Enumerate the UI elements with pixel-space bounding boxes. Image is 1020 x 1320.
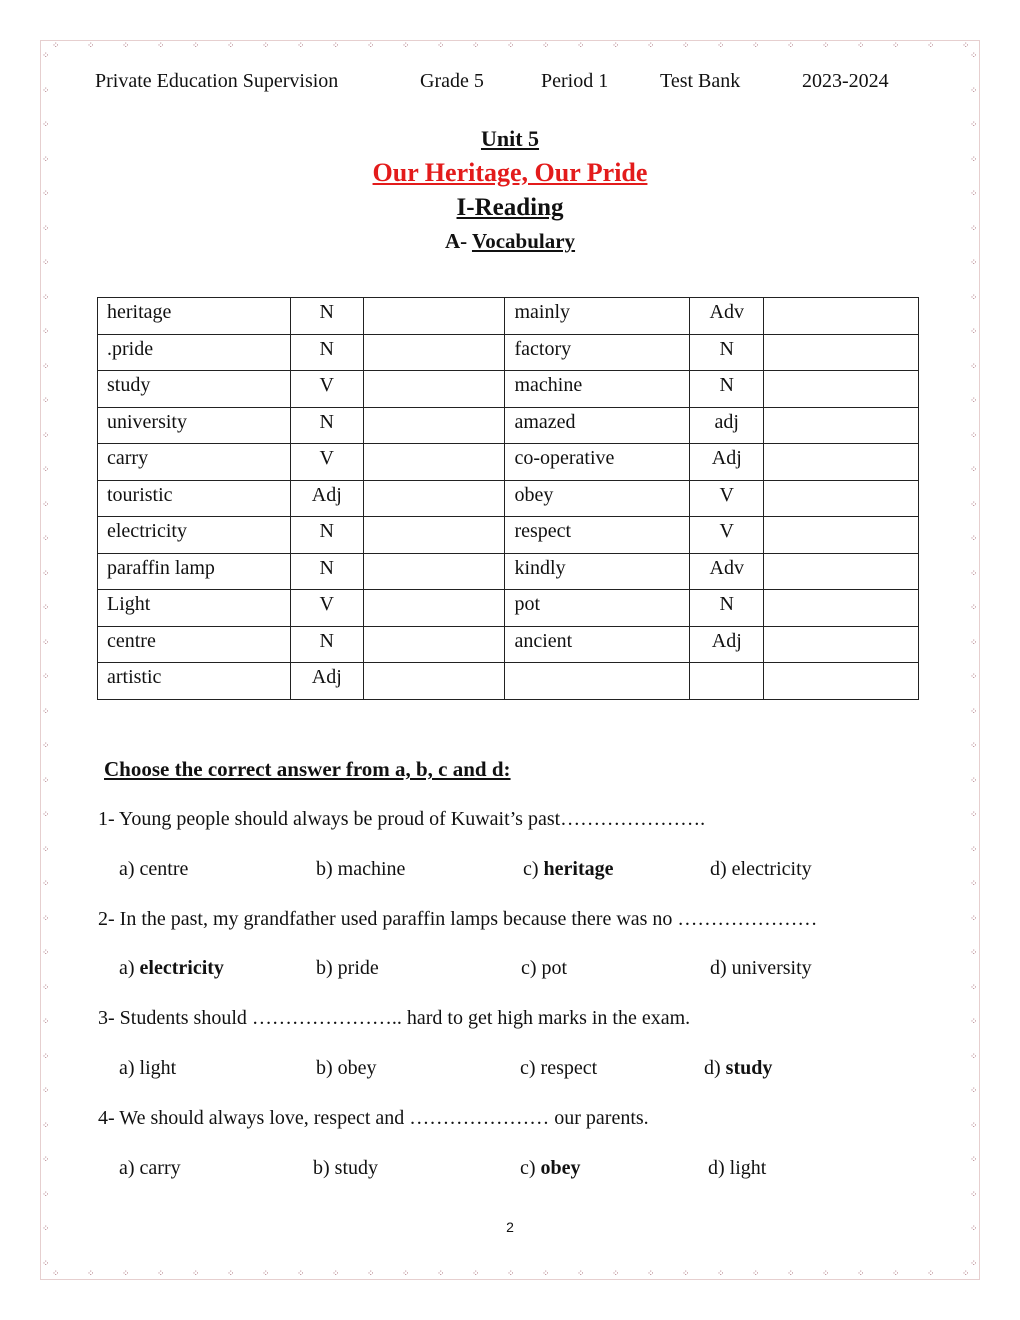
- border-ornament: ⁘: [717, 41, 725, 51]
- border-ornament: ⁘: [970, 810, 978, 820]
- border-ornament: ⁘: [42, 637, 50, 648]
- border-ornament: ⁘: [970, 637, 978, 648]
- border-ornament: ⁘: [122, 41, 130, 51]
- answer-option: [119, 858, 188, 881]
- vocab-word: study: [98, 371, 291, 408]
- option-word: centre: [139, 858, 189, 880]
- vocab-word: .pride: [98, 334, 291, 371]
- correct-answer-word: study: [725, 1057, 773, 1079]
- option-label: d): [710, 858, 732, 880]
- vocab-blank-cell: [363, 590, 505, 627]
- vocab-blank-cell: [363, 444, 505, 481]
- option-label: c): [520, 1157, 541, 1179]
- border-ornament: ⁘: [612, 1269, 620, 1279]
- header-period: Period 1: [541, 70, 609, 92]
- border-ornament: ⁘: [437, 1269, 445, 1279]
- border-ornament: ⁘: [42, 120, 50, 130]
- border-ornament: ⁘: [42, 1224, 50, 1234]
- vocab-part-of-speech: N: [690, 371, 764, 408]
- vocab-part-of-speech: N: [690, 590, 764, 627]
- question-text: 1- Young people should always be proud of Kuwait’s past………………….: [98, 808, 706, 830]
- border-ornament: ⁘: [787, 41, 795, 51]
- vocab-part-of-speech: N: [290, 334, 363, 371]
- correct-answer-word: heritage: [543, 858, 614, 880]
- option-word: carry: [139, 1157, 181, 1179]
- border-ornament: ⁘: [472, 1269, 480, 1279]
- border-ornament: ⁘: [42, 741, 50, 751]
- subsection-prefix: A-: [444, 229, 472, 253]
- option-word: light: [729, 1157, 767, 1179]
- border-ornament: ⁘: [970, 879, 978, 889]
- vocab-blank-cell: [764, 298, 919, 335]
- vocab-word: respect: [505, 517, 690, 554]
- border-ornament: ⁘: [612, 41, 620, 51]
- vocab-word: amazed: [505, 407, 690, 444]
- border-ornament: ⁘: [332, 41, 340, 51]
- option-word: machine: [337, 858, 406, 880]
- border-ornament: ⁘: [970, 327, 978, 337]
- border-ornament: ⁘: [42, 189, 50, 199]
- border-ornament: ⁘: [42, 258, 50, 268]
- border-ornament: ⁘: [822, 1269, 830, 1279]
- border-ornament: ⁘: [970, 85, 978, 96]
- border-ornament: ⁘: [822, 41, 830, 51]
- border-ornament: ⁘: [122, 1269, 130, 1279]
- option-label: c): [520, 1057, 541, 1079]
- border-ornament: ⁘: [367, 1269, 375, 1279]
- border-ornament: ⁘: [787, 1269, 795, 1279]
- border-ornament: ⁘: [42, 844, 50, 855]
- vocab-row: [98, 371, 919, 408]
- border-ornament: ⁘: [962, 41, 970, 51]
- border-ornament: ⁘: [970, 603, 978, 613]
- answer-option: [523, 858, 614, 881]
- answer-option: [316, 858, 405, 881]
- border-ornament: ⁘: [297, 1269, 305, 1279]
- vocab-row: [98, 517, 919, 554]
- vocab-part-of-speech: Adj: [290, 663, 363, 700]
- border-ornament: ⁘: [970, 568, 978, 579]
- border-ornament: ⁘: [87, 1269, 95, 1279]
- option-word: pride: [337, 957, 379, 979]
- border-ornament: ⁘: [970, 465, 978, 475]
- border-ornament: ⁘: [892, 41, 900, 51]
- answer-option: [119, 1157, 181, 1180]
- vocab-row: [98, 407, 919, 444]
- vocab-part-of-speech: Adv: [690, 298, 764, 335]
- border-ornament: ⁘: [927, 1269, 935, 1279]
- vocab-part-of-speech: V: [290, 444, 363, 481]
- border-ornament: ⁘: [52, 41, 60, 51]
- border-ornament: ⁘: [192, 1269, 200, 1279]
- border-ornament: ⁘: [970, 1017, 978, 1027]
- vocab-word: kindly: [505, 553, 690, 590]
- vocab-word: [505, 663, 690, 700]
- vocab-blank-cell: [764, 407, 919, 444]
- answer-option: [708, 1157, 766, 1180]
- option-label: b): [316, 957, 338, 979]
- option-label: b): [316, 1057, 338, 1079]
- border-ornament: ⁘: [42, 1258, 50, 1269]
- border-ornament: ⁘: [970, 672, 978, 682]
- border-ornament: ⁘: [577, 1269, 585, 1279]
- vocab-blank-cell: [764, 553, 919, 590]
- vocab-blank-cell: [764, 590, 919, 627]
- option-word: pot: [541, 957, 568, 979]
- vocab-row: [98, 298, 919, 335]
- answer-option: [521, 957, 567, 980]
- border-ornament: ⁘: [42, 568, 50, 579]
- border-ornament: ⁘: [42, 223, 50, 234]
- border-ornament: ⁘: [42, 913, 50, 924]
- vocab-row: [98, 480, 919, 517]
- vocab-row: [98, 444, 919, 481]
- vocab-part-of-speech: N: [290, 626, 363, 663]
- border-ornament: ⁘: [970, 844, 978, 855]
- header-org: Private Education Supervision: [95, 70, 339, 92]
- vocab-part-of-speech: N: [290, 553, 363, 590]
- vocab-blank-cell: [363, 407, 505, 444]
- border-ornament: ⁘: [157, 1269, 165, 1279]
- border-ornament: ⁘: [297, 41, 305, 51]
- border-ornament: ⁘: [402, 41, 410, 51]
- border-ornament: ⁘: [970, 534, 978, 544]
- vocab-row: [98, 590, 919, 627]
- vocab-row: [98, 553, 919, 590]
- border-ornament: ⁘: [157, 41, 165, 51]
- border-ornament: ⁘: [970, 1189, 978, 1200]
- vocab-blank-cell: [363, 334, 505, 371]
- border-ornament: ⁘: [262, 1269, 270, 1279]
- vocab-blank-cell: [363, 626, 505, 663]
- border-ornament: ⁘: [42, 672, 50, 682]
- border-ornament: ⁘: [970, 292, 978, 303]
- page-number: 2: [506, 1219, 514, 1235]
- option-word: university: [731, 957, 812, 979]
- border-ornament: ⁘: [42, 51, 50, 61]
- vocab-blank-cell: [363, 371, 505, 408]
- answer-option: [520, 1157, 581, 1180]
- border-ornament: ⁘: [970, 499, 978, 510]
- border-ornament: ⁘: [42, 948, 50, 958]
- option-label: c): [521, 957, 542, 979]
- correct-answer-word: obey: [540, 1157, 581, 1179]
- vocab-part-of-speech: V: [690, 517, 764, 554]
- option-word: electricity: [731, 858, 812, 880]
- vocab-part-of-speech: N: [690, 334, 764, 371]
- question-text: 4- We should always love, respect and ………………… our parents.: [98, 1107, 649, 1129]
- vocabulary-table: [97, 297, 919, 700]
- option-label: a): [119, 1157, 140, 1179]
- option-label: a): [119, 858, 140, 880]
- vocab-word: mainly: [505, 298, 690, 335]
- border-ornament: ⁘: [970, 775, 978, 786]
- border-ornament: ⁘: [647, 41, 655, 51]
- vocab-blank-cell: [764, 663, 919, 700]
- vocab-word: obey: [505, 480, 690, 517]
- section-heading: I-Reading: [456, 194, 564, 221]
- border-ornament: ⁘: [42, 1051, 50, 1062]
- border-ornament: ⁘: [42, 706, 50, 717]
- header-year: 2023-2024: [802, 70, 889, 92]
- border-ornament: ⁘: [970, 948, 978, 958]
- header-grade: Grade 5: [420, 70, 484, 92]
- border-ornament: ⁘: [970, 154, 978, 165]
- border-ornament: ⁘: [42, 603, 50, 613]
- question-text: 2- In the past, my grandfather used paraffin lamps because there was no …………………: [98, 908, 818, 930]
- border-ornament: ⁘: [970, 913, 978, 924]
- option-label: a): [119, 957, 140, 979]
- vocab-word: university: [98, 407, 291, 444]
- correct-answer-word: electricity: [139, 957, 224, 979]
- border-ornament: ⁘: [970, 223, 978, 234]
- vocab-word: electricity: [98, 517, 291, 554]
- vocab-row: [98, 334, 919, 371]
- vocab-word: carry: [98, 444, 291, 481]
- border-ornament: ⁘: [42, 1189, 50, 1200]
- option-word: study: [334, 1157, 379, 1179]
- border-ornament: ⁘: [42, 1155, 50, 1165]
- border-ornament: ⁘: [970, 1051, 978, 1062]
- border-ornament: ⁘: [42, 534, 50, 544]
- border-ornament: ⁘: [970, 741, 978, 751]
- option-word: respect: [540, 1057, 598, 1079]
- vocab-word: paraffin lamp: [98, 553, 291, 590]
- border-ornament: ⁘: [970, 1120, 978, 1131]
- option-label: a): [119, 1057, 140, 1079]
- border-ornament: ⁘: [970, 1258, 978, 1269]
- vocab-part-of-speech: V: [690, 480, 764, 517]
- vocab-word: Light: [98, 590, 291, 627]
- border-ornament: ⁘: [970, 120, 978, 130]
- answer-option: [704, 1057, 772, 1080]
- subsection-title: Vocabulary: [471, 229, 576, 253]
- border-ornament: ⁘: [857, 1269, 865, 1279]
- border-ornament: ⁘: [970, 396, 978, 406]
- header-test-bank: Test Bank: [660, 70, 741, 92]
- border-ornament: ⁘: [227, 1269, 235, 1279]
- vocab-part-of-speech: Adj: [690, 626, 764, 663]
- border-ornament: ⁘: [42, 154, 50, 165]
- vocab-part-of-speech: N: [290, 517, 363, 554]
- vocab-blank-cell: [764, 334, 919, 371]
- answer-option: [710, 858, 812, 881]
- border-ornament: ⁘: [42, 1120, 50, 1131]
- answer-option: [710, 957, 812, 980]
- border-ornament: ⁘: [42, 1017, 50, 1027]
- option-label: b): [313, 1157, 335, 1179]
- border-ornament: ⁘: [892, 1269, 900, 1279]
- border-ornament: ⁘: [682, 1269, 690, 1279]
- vocab-part-of-speech: [690, 663, 764, 700]
- question-text: 3- Students should ………………….. hard to get high marks in the exam.: [98, 1007, 691, 1029]
- border-ornament: ⁘: [752, 41, 760, 51]
- border-ornament: ⁘: [970, 1224, 978, 1234]
- vocab-part-of-speech: adj: [690, 407, 764, 444]
- option-label: d): [710, 957, 732, 979]
- vocab-word: pot: [505, 590, 690, 627]
- border-ornament: ⁘: [752, 1269, 760, 1279]
- vocab-blank-cell: [363, 480, 505, 517]
- vocab-blank-cell: [363, 663, 505, 700]
- border-ornament: ⁘: [970, 258, 978, 268]
- vocab-blank-cell: [764, 626, 919, 663]
- vocab-part-of-speech: Adj: [690, 444, 764, 481]
- border-ornament: ⁘: [437, 41, 445, 51]
- border-ornament: ⁘: [332, 1269, 340, 1279]
- instruction: Choose the correct answer from a, b, c and d:: [104, 757, 511, 781]
- option-word: obey: [337, 1057, 377, 1079]
- border-ornament: ⁘: [87, 41, 95, 51]
- vocab-blank-cell: [764, 480, 919, 517]
- subsection-heading: [0, 229, 1020, 254]
- border-ornament: ⁘: [472, 41, 480, 51]
- vocab-part-of-speech: V: [290, 590, 363, 627]
- border-ornament: ⁘: [682, 41, 690, 51]
- vocab-row: [98, 663, 919, 700]
- option-label: d): [708, 1157, 730, 1179]
- vocab-word: ancient: [505, 626, 690, 663]
- border-ornament: ⁘: [717, 1269, 725, 1279]
- page-title: Our Heritage, Our Pride: [372, 158, 648, 187]
- border-ornament: ⁘: [970, 361, 978, 372]
- border-ornament: ⁘: [367, 41, 375, 51]
- vocab-part-of-speech: Adj: [290, 480, 363, 517]
- vocab-blank-cell: [764, 517, 919, 554]
- border-ornament: ⁘: [42, 982, 50, 993]
- answer-option: [313, 1157, 378, 1180]
- border-ornament: ⁘: [577, 41, 585, 51]
- option-label: d): [704, 1057, 726, 1079]
- answer-option: [119, 1057, 176, 1080]
- answer-option: [119, 957, 224, 980]
- border-ornament: ⁘: [970, 51, 978, 61]
- vocab-row: [98, 626, 919, 663]
- vocab-part-of-speech: N: [290, 298, 363, 335]
- unit-heading: Unit 5: [480, 126, 540, 151]
- vocab-word: co-operative: [505, 444, 690, 481]
- border-ornament: ⁘: [42, 879, 50, 889]
- border-ornament: ⁘: [42, 361, 50, 372]
- border-ornament: ⁘: [970, 1086, 978, 1096]
- vocab-blank-cell: [764, 371, 919, 408]
- border-ornament: ⁘: [52, 1269, 60, 1279]
- border-ornament: ⁘: [962, 1269, 970, 1279]
- border-ornament: ⁘: [42, 465, 50, 475]
- answer-option: [520, 1057, 597, 1080]
- border-ornament: ⁘: [857, 41, 865, 51]
- option-label: b): [316, 858, 338, 880]
- border-ornament: ⁘: [42, 499, 50, 510]
- vocab-blank-cell: [764, 444, 919, 481]
- border-ornament: ⁘: [192, 41, 200, 51]
- vocab-blank-cell: [363, 553, 505, 590]
- vocab-blank-cell: [363, 517, 505, 554]
- border-ornament: ⁘: [262, 41, 270, 51]
- border-ornament: ⁘: [42, 1086, 50, 1096]
- vocab-word: touristic: [98, 480, 291, 517]
- answer-option: [316, 1057, 377, 1080]
- answer-option: [316, 957, 379, 980]
- border-ornament: ⁘: [970, 706, 978, 717]
- option-word: light: [139, 1057, 177, 1079]
- vocab-word: artistic: [98, 663, 291, 700]
- border-ornament: ⁘: [970, 189, 978, 199]
- vocab-word: factory: [505, 334, 690, 371]
- vocab-blank-cell: [363, 298, 505, 335]
- border-ornament: ⁘: [42, 292, 50, 303]
- border-ornament: ⁘: [42, 327, 50, 337]
- border-ornament: ⁘: [227, 41, 235, 51]
- vocab-part-of-speech: N: [290, 407, 363, 444]
- border-ornament: ⁘: [42, 396, 50, 406]
- option-label: c): [523, 858, 544, 880]
- border-ornament: ⁘: [970, 430, 978, 441]
- border-ornament: ⁘: [542, 41, 550, 51]
- border-ornament: ⁘: [42, 775, 50, 786]
- border-ornament: ⁘: [970, 1155, 978, 1165]
- vocab-word: centre: [98, 626, 291, 663]
- border-ornament: ⁘: [42, 810, 50, 820]
- border-ornament: ⁘: [927, 41, 935, 51]
- border-ornament: ⁘: [970, 982, 978, 993]
- vocab-word: heritage: [98, 298, 291, 335]
- border-ornament: ⁘: [507, 1269, 515, 1279]
- border-ornament: ⁘: [507, 41, 515, 51]
- border-ornament: ⁘: [402, 1269, 410, 1279]
- border-ornament: ⁘: [42, 85, 50, 96]
- border-ornament: ⁘: [542, 1269, 550, 1279]
- border-ornament: ⁘: [647, 1269, 655, 1279]
- vocab-part-of-speech: V: [290, 371, 363, 408]
- vocab-part-of-speech: Adv: [690, 553, 764, 590]
- vocab-word: machine: [505, 371, 690, 408]
- border-ornament: ⁘: [42, 430, 50, 441]
